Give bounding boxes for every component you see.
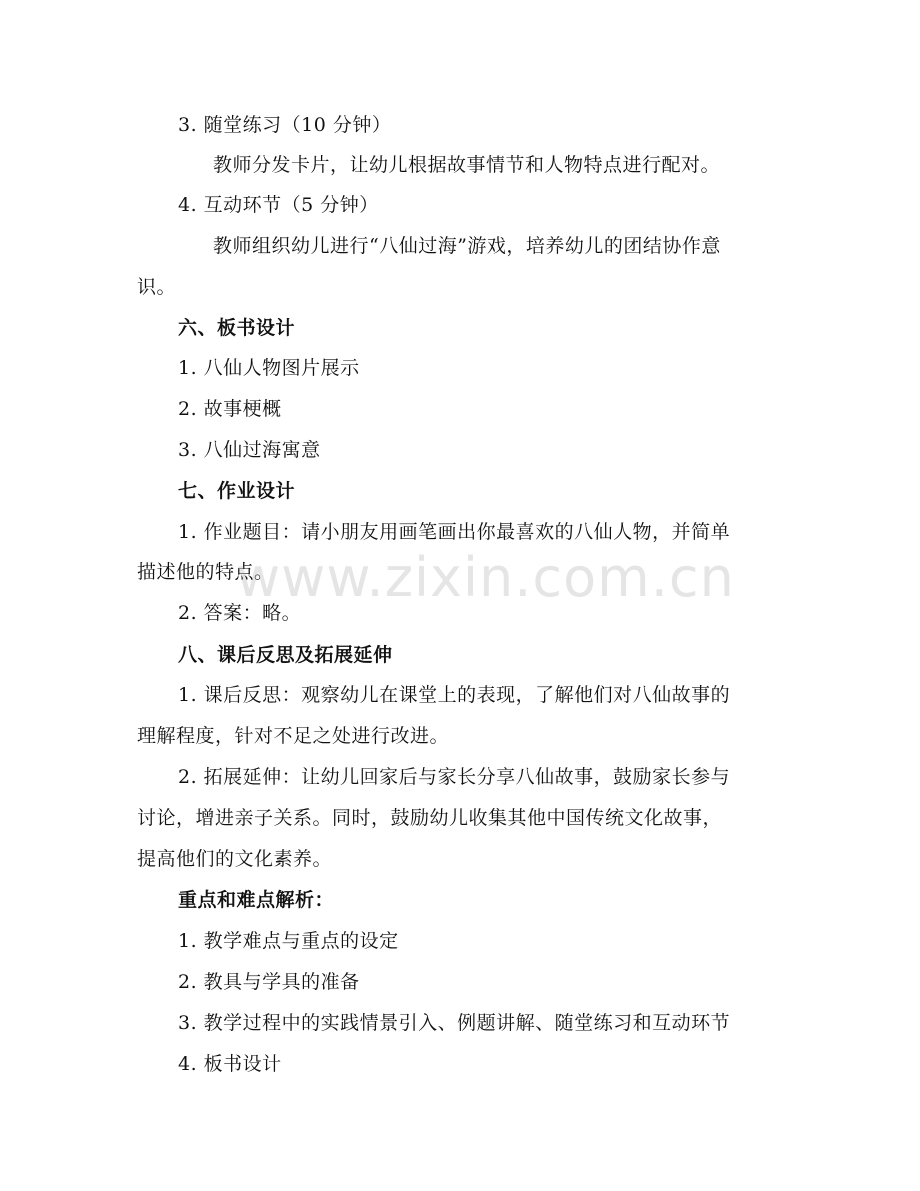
list-item-reflection-1: 1. 课后反思：观察幼儿在课堂上的表现，了解他们对八仙故事的 <box>178 684 731 706</box>
list-item-homework-1: 1. 作业题目：请小朋友用画笔画出你最喜欢的八仙人物，并简单 <box>178 521 731 543</box>
list-item-key-2: 2. 教具与学具的准备 <box>178 971 360 993</box>
list-item-reflection-1-cont: 理解程度，针对不足之处进行改进。 <box>137 725 450 747</box>
list-item-practice: 3. 随堂练习（10 分钟） <box>178 114 392 136</box>
list-item-reflection-2-cont: 讨论，增进亲子关系。同时，鼓励幼儿收集其他中国传统文化故事， <box>137 807 723 829</box>
section-heading-homework: 七、作业设计 <box>178 480 296 502</box>
list-item-key-3: 3. 教学过程中的实践情景引入、例题讲解、随堂练习和互动环节 <box>178 1012 731 1034</box>
section-heading-reflection: 八、课后反思及拓展延伸 <box>178 644 393 666</box>
list-item-interaction: 4. 互动环节（5 分钟） <box>178 194 379 216</box>
list-item-board-1: 1. 八仙人物图片展示 <box>178 357 360 379</box>
paragraph-interaction-body-cont: 识。 <box>137 276 177 298</box>
list-item-key-4: 4. 板书设计 <box>178 1053 282 1075</box>
list-item-key-1: 1. 教学难点与重点的设定 <box>178 930 399 952</box>
paragraph-interaction-body: 教师组织幼儿进行“八仙过海”游戏，培养幼儿的团结协作意 <box>213 235 721 257</box>
section-heading-key-points: 重点和难点解析： <box>178 889 335 911</box>
list-item-board-3: 3. 八仙过海寓意 <box>178 439 321 461</box>
watermark-text: www.zixin.com.cn <box>236 546 735 609</box>
list-item-reflection-2-cont2: 提高他们的文化素养。 <box>137 848 333 870</box>
section-heading-board-design: 六、板书设计 <box>178 317 296 339</box>
paragraph-practice-body: 教师分发卡片，让幼儿根据故事情节和人物特点进行配对。 <box>213 154 721 176</box>
list-item-reflection-2: 2. 拓展延伸：让幼儿回家后与家长分享八仙故事，鼓励家长参与 <box>178 766 731 788</box>
list-item-homework-2: 2. 答案：略。 <box>178 602 302 624</box>
list-item-board-2: 2. 故事梗概 <box>178 398 282 420</box>
list-item-homework-1-cont: 描述他的特点。 <box>137 561 274 583</box>
